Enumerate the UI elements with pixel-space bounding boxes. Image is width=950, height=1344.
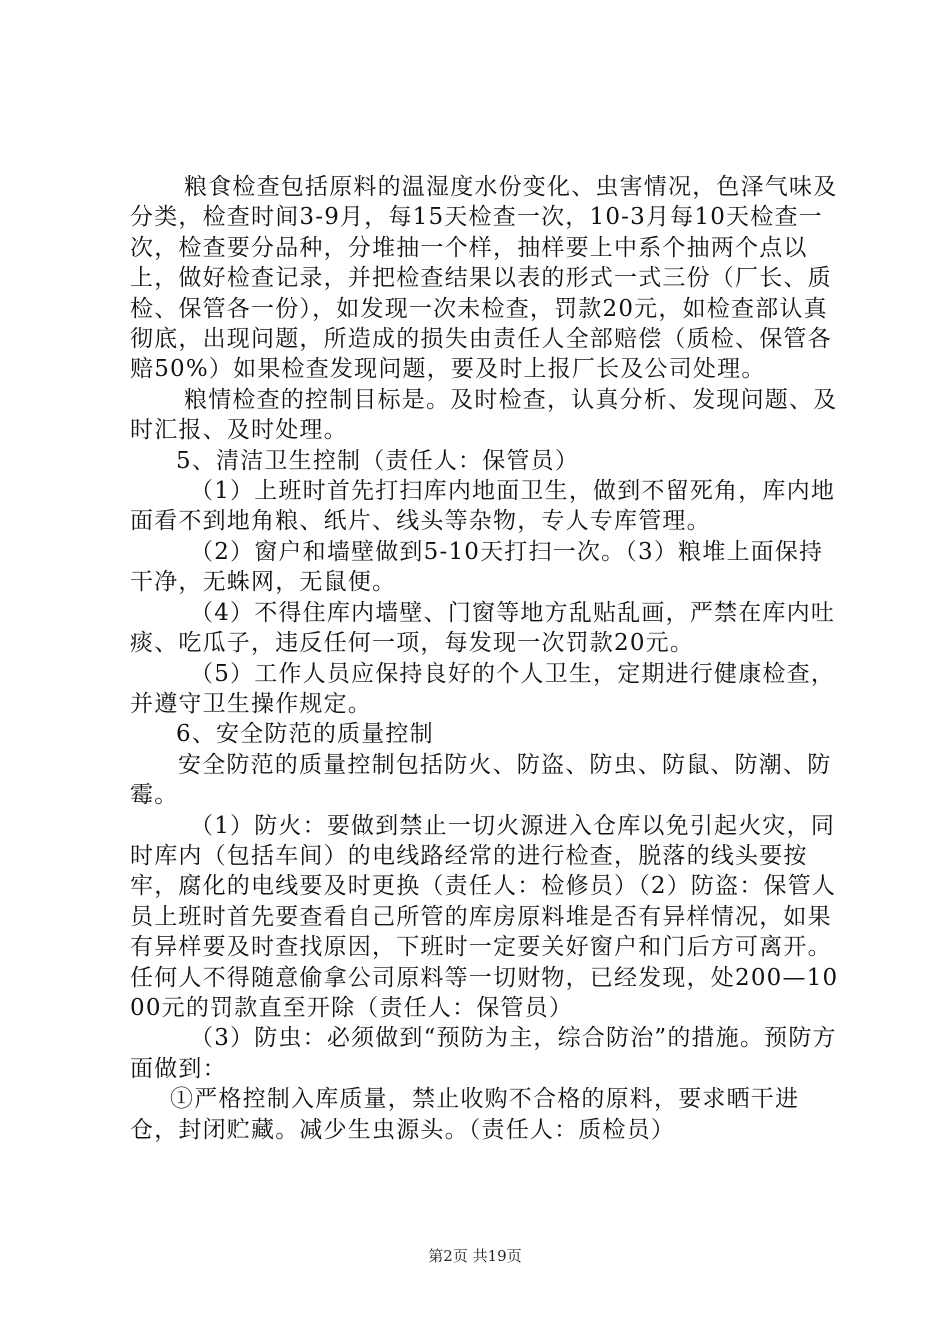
paragraph-pest-measure-1: ①严格控制入库质量，禁止收购不合格的原料，要求晒干进仓，封闭贮藏。减少生虫源头。（责任人：质检员） xyxy=(130,1086,800,1143)
paragraph-inspection-goal: 粮情检查的控制目标是。及时检查，认真分析、发现问题、及时汇报、及时处理。 xyxy=(130,386,838,444)
section-heading-safety-control: 6、安全防范的质量控制 xyxy=(176,721,434,748)
paragraph-safety-overview: 安全防范的质量控制包括防火、防盗、防虫、防鼠、防潮、防霉。 xyxy=(130,751,832,809)
paragraph-pest-prevention: （3）防虫：必须做到“预防为主，综合防治”的措施。预防方面做到： xyxy=(130,1025,837,1082)
paragraph-fire-theft-prevention: （1）防火：要做到禁止一切火源进入仓库以免引起火灾，同时库内（包括车间）的电线路经常的进行检查，脱落的线头要按牢，腐化的电线要及时更换（责任人：检修员）（2）防盗：保管人员上班时首先要查看自己所管的库房原料堆是否有异样情况，如果有异样要及时查找原因，下班时一定要关好窗户和门后方可离开。任何人不得随意偷拿公司原料等一切财物，已经发现，处200—1000元的罚款直至开除（责任人：保管员） xyxy=(130,812,839,1021)
paragraph-cleaning-item-5: （5）工作人员应保持良好的个人卫生，定期进行健康检查，并遵守卫生操作规定。 xyxy=(130,660,836,717)
paragraph-cleaning-item-4: （4）不得住库内墙壁、门窗等地方乱贴乱画，严禁在库内吐痰、吃瓜子，违反任何一项，每发现一次罚款20元。 xyxy=(130,599,836,657)
document-body xyxy=(130,172,845,1145)
paragraph-grain-inspection: 粮食检查包括原料的温湿度水份变化、虫害情况，色泽气味及分类，检查时间3-9月，每15天检查一次，10-3月每10天检查一次，检查要分品种，分堆抽一个样，抽样要上中系个抽两个点以上，做好检查记录，并把检查结果以表的形式一式三份（厂长、质检、保管各一份），如发现一次未检查，罚款20元，如检查部认真彻底，出现问题，所造成的损失由责任人全部赔偿（质检、保管各赔50%）如果检查发现问题，要及时上报厂长及公司处理。 xyxy=(130,174,838,383)
paragraph-cleaning-item-2-3: （2）窗户和墙壁做到5-10天打扫一次。（3）粮堆上面保持干净，无蛛网，无鼠便。 xyxy=(130,538,824,596)
paragraph-cleaning-item-1: （1）上班时首先打扫库内地面卫生，做到不留死角，库内地面看不到地角粮、纸片、线头等杂物，专人专库管理。 xyxy=(130,478,836,535)
section-heading-cleaning-control: 5、清洁卫生控制（责任人：保管员） xyxy=(176,447,580,474)
page-number-footer: 第2页 共19页 xyxy=(428,1247,522,1265)
